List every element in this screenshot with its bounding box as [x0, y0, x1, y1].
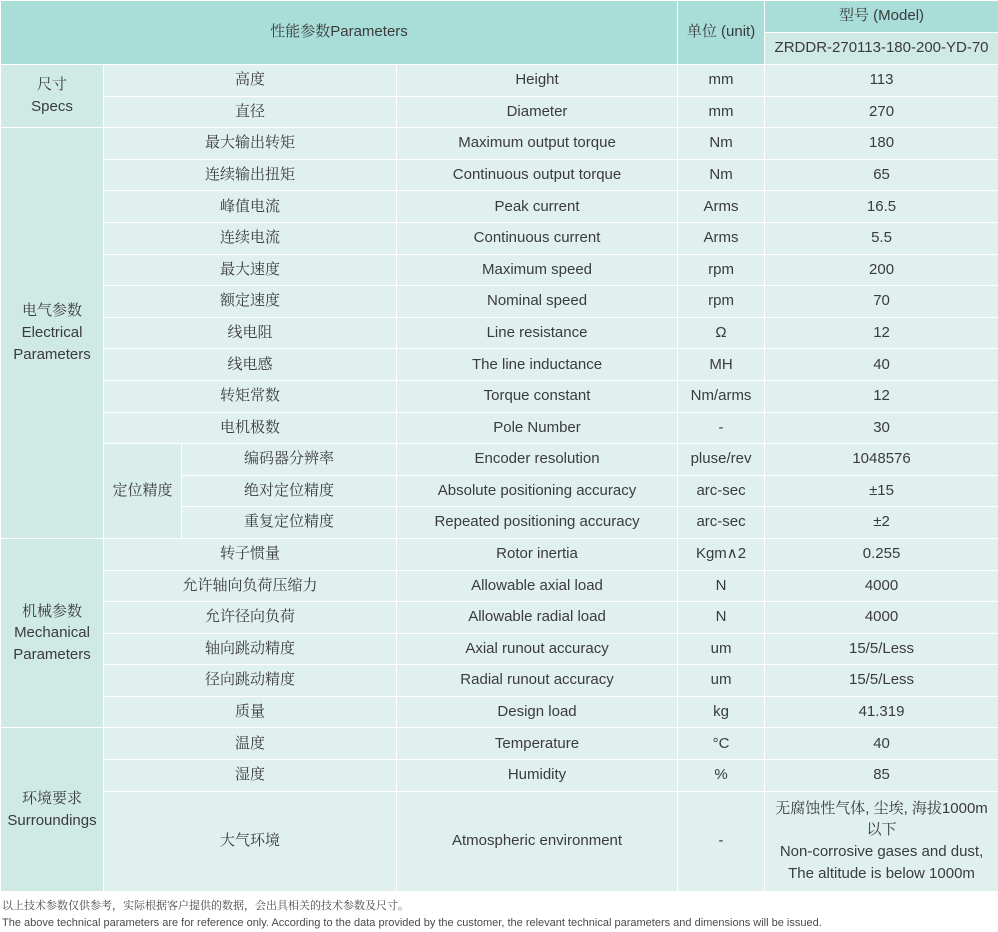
row-label-en: Continuous current — [397, 222, 678, 254]
footnotes — [0, 892, 998, 932]
row-value: 12 — [765, 317, 998, 349]
row-value: ±15 — [765, 475, 998, 507]
row-unit: Arms — [678, 222, 765, 254]
row-value: 4000 — [765, 570, 998, 602]
header-model-title: 型号 (Model) — [765, 1, 998, 33]
row-group-label: 尺寸 Specs — [1, 65, 104, 128]
row-label-cn: 允许径向负荷 — [104, 602, 397, 634]
row-label-en: Peak current — [397, 191, 678, 223]
row-unit: Ω — [678, 317, 765, 349]
row-label-en: Humidity — [397, 760, 678, 792]
row-unit: arc-sec — [678, 475, 765, 507]
row-label-cn: 最大速度 — [104, 254, 397, 286]
row-value: ±2 — [765, 507, 998, 539]
row-label-en: Nominal speed — [397, 286, 678, 318]
row-label-cn: 湿度 — [104, 760, 397, 792]
row-label-en: Rotor inertia — [397, 538, 678, 570]
row-label-en: Line resistance — [397, 317, 678, 349]
row-label-en: Design load — [397, 696, 678, 728]
table-row — [1, 349, 998, 381]
table-row — [1, 696, 998, 728]
row-label-en: Allowable radial load — [397, 602, 678, 634]
row-label-cn: 转子惯量 — [104, 538, 397, 570]
row-label-en: Maximum output torque — [397, 128, 678, 160]
row-value: 15/5/Less — [765, 665, 998, 697]
row-group-label: 机械参数 Mechanical Parameters — [1, 538, 104, 728]
row-label-en: Maximum speed — [397, 254, 678, 286]
row-label-en: Continuous output torque — [397, 159, 678, 191]
row-label-cn: 转矩常数 — [104, 380, 397, 412]
row-label-cn: 电机极数 — [104, 412, 397, 444]
table-row — [1, 286, 998, 318]
footnote-en: The above technical parameters are for reference only. According to the data provided by the customer, the relevant technical parameters and dimensions will be issued. — [2, 915, 996, 932]
row-value: 40 — [765, 728, 998, 760]
table-row — [1, 444, 998, 476]
table-row — [1, 665, 998, 697]
row-label-en: Encoder resolution — [397, 444, 678, 476]
table-row — [1, 633, 998, 665]
row-value: 0.255 — [765, 538, 998, 570]
table-body — [1, 65, 998, 892]
row-unit: mm — [678, 65, 765, 97]
table-row — [1, 791, 998, 891]
row-label-en: Temperature — [397, 728, 678, 760]
row-unit: mm — [678, 96, 765, 128]
row-value: 41.319 — [765, 696, 998, 728]
footnote-cn: 以上技术参数仅供参考，实际根据客户提供的数据，会出具相关的技术参数及尺寸。 — [2, 898, 996, 915]
row-label-cn: 绝对定位精度 — [182, 475, 397, 507]
row-label-en: Axial runout accuracy — [397, 633, 678, 665]
row-value: 无腐蚀性气体, 尘埃, 海拔1000m以下 Non-corrosive gases and dust, The altitude is below 1000m — [765, 791, 998, 891]
table-row — [1, 254, 998, 286]
row-label-cn: 连续输出扭矩 — [104, 159, 397, 191]
row-label-cn: 允许轴向负荷压缩力 — [104, 570, 397, 602]
row-label-en: Repeated positioning accuracy — [397, 507, 678, 539]
row-group-label: 环境要求 Surroundings — [1, 728, 104, 891]
row-label-cn: 高度 — [104, 65, 397, 97]
table-row — [1, 538, 998, 570]
row-unit: - — [678, 791, 765, 891]
row-label-en: The line inductance — [397, 349, 678, 381]
row-label-cn: 轴向跳动精度 — [104, 633, 397, 665]
row-unit: Nm — [678, 159, 765, 191]
row-value: 65 — [765, 159, 998, 191]
row-unit: % — [678, 760, 765, 792]
row-unit: - — [678, 412, 765, 444]
row-unit: rpm — [678, 254, 765, 286]
header-unit: 单位 (unit) — [678, 1, 765, 65]
row-unit: N — [678, 602, 765, 634]
table-row — [1, 222, 998, 254]
row-label-en: Absolute positioning accuracy — [397, 475, 678, 507]
row-value: 4000 — [765, 602, 998, 634]
row-value: 180 — [765, 128, 998, 160]
row-subgroup-label: 定位精度 — [104, 444, 182, 539]
row-label-en: Height — [397, 65, 678, 97]
row-label-en: Allowable axial load — [397, 570, 678, 602]
table-row — [1, 570, 998, 602]
row-value: 30 — [765, 412, 998, 444]
row-unit: °C — [678, 728, 765, 760]
row-group-label: 电气参数 Electrical Parameters — [1, 128, 104, 539]
table-row — [1, 65, 998, 97]
row-label-cn: 径向跳动精度 — [104, 665, 397, 697]
row-value: 5.5 — [765, 222, 998, 254]
row-value: 200 — [765, 254, 998, 286]
row-label-cn: 线电感 — [104, 349, 397, 381]
table-row — [1, 760, 998, 792]
table-row — [1, 380, 998, 412]
row-unit: um — [678, 665, 765, 697]
table-row — [1, 128, 998, 160]
row-unit: rpm — [678, 286, 765, 318]
row-label-cn: 温度 — [104, 728, 397, 760]
row-unit: Nm — [678, 128, 765, 160]
row-label-en: Pole Number — [397, 412, 678, 444]
row-unit: pluse/rev — [678, 444, 765, 476]
row-unit: N — [678, 570, 765, 602]
row-value: 12 — [765, 380, 998, 412]
row-label-cn: 质量 — [104, 696, 397, 728]
table-header — [1, 1, 998, 65]
row-unit: Arms — [678, 191, 765, 223]
row-value: 70 — [765, 286, 998, 318]
row-label-cn: 编码器分辨率 — [182, 444, 397, 476]
table-row — [1, 159, 998, 191]
row-label-cn: 线电阻 — [104, 317, 397, 349]
row-label-cn: 直径 — [104, 96, 397, 128]
row-label-cn: 峰值电流 — [104, 191, 397, 223]
row-unit: Nm/arms — [678, 380, 765, 412]
table-row — [1, 412, 998, 444]
row-unit: um — [678, 633, 765, 665]
row-label-cn: 重复定位精度 — [182, 507, 397, 539]
table-row — [1, 602, 998, 634]
header-model-value: ZRDDR-270113-180-200-YD-70 — [765, 33, 998, 65]
header-parameters: 性能参数Parameters — [1, 1, 678, 65]
row-label-cn: 大气环境 — [104, 791, 397, 891]
table-row — [1, 191, 998, 223]
row-label-cn: 连续电流 — [104, 222, 397, 254]
row-unit: kg — [678, 696, 765, 728]
table-row — [1, 96, 998, 128]
row-unit: Kgm∧2 — [678, 538, 765, 570]
table-row — [1, 728, 998, 760]
row-label-en: Torque constant — [397, 380, 678, 412]
row-value: 85 — [765, 760, 998, 792]
row-value: 270 — [765, 96, 998, 128]
row-unit: arc-sec — [678, 507, 765, 539]
row-value: 113 — [765, 65, 998, 97]
row-label-en: Diameter — [397, 96, 678, 128]
row-value: 40 — [765, 349, 998, 381]
table-row — [1, 317, 998, 349]
row-value: 15/5/Less — [765, 633, 998, 665]
row-label-en: Atmospheric environment — [397, 791, 678, 891]
row-unit: MH — [678, 349, 765, 381]
row-label-en: Radial runout accuracy — [397, 665, 678, 697]
row-label-cn: 最大输出转矩 — [104, 128, 397, 160]
row-value: 16.5 — [765, 191, 998, 223]
row-label-cn: 额定速度 — [104, 286, 397, 318]
row-value: 1048576 — [765, 444, 998, 476]
